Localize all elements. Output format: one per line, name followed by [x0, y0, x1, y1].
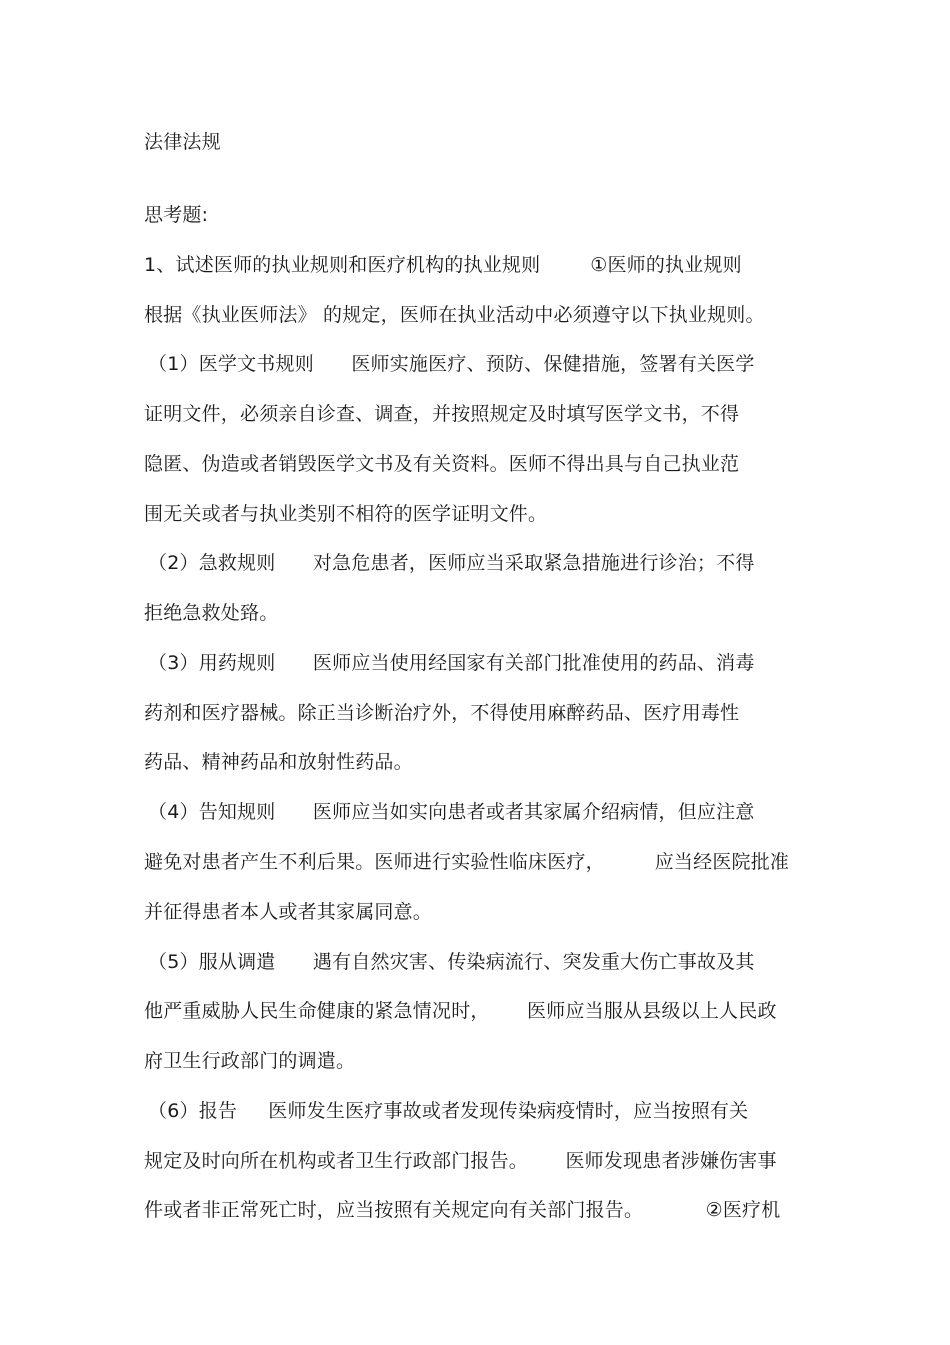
text-line: 1、试述医师的执业规则和医疗机构的执业规则 ①医师的执业规则	[144, 254, 742, 276]
text-line: （5）服从调遣 遇有自然灾害、传染病流行、突发重大伤亡事故及其	[148, 951, 755, 973]
text-line: 隐匿、伪造或者销毁医学文书及有关资料。医师不得出具与自己执业范	[144, 453, 740, 475]
text-line: （1）医学文书规则 医师实施医疗、预防、保健措施，签署有关医学	[148, 353, 755, 375]
text-line: 根据《执业医师法》 的规定，医师在执业活动中必须遵守以下执业规则。	[144, 304, 765, 326]
text-line: 证明文件，必须亲自诊查、调查，并按照规定及时填写医学文书，不得	[144, 403, 740, 425]
document-title: 法律法规	[144, 131, 221, 153]
text-line: 拒绝急救处臵。	[144, 602, 279, 624]
section-heading: 思考题:	[144, 204, 209, 226]
text-line: 并征得患者本人或者其家属同意。	[144, 901, 433, 923]
text-line: 件或者非正常死亡时，应当按照有关规定向有关部门报告。 ②医疗机	[144, 1199, 781, 1221]
text-line: （3）用药规则 医师应当使用经国家有关部门批准使用的药品、消毒	[148, 652, 755, 674]
text-line: （2）急救规则 对急危患者，医师应当采取紧急措施进行诊治；不得	[148, 552, 755, 574]
text-line: 药剂和医疗器械。除正当诊断治疗外，不得使用麻醉药品、医疗用毒性	[144, 702, 740, 724]
text-line: （4）告知规则 医师应当如实向患者或者其家属介绍病情，但应注意	[148, 801, 755, 823]
text-line: （6）报告 医师发生医疗事故或者发现传染病疫情时，应当按照有关	[148, 1100, 749, 1122]
text-line: 围无关或者与执业类别不相符的医学证明文件。	[144, 503, 548, 525]
text-line: 避免对患者产生不利后果。医师进行实验性临床医疗， 应当经医院批准	[144, 851, 790, 873]
text-line: 药品、精神药品和放射性药品。	[144, 751, 413, 773]
text-line: 他严重威胁人民生命健康的紧急情况时， 医师应当服从县级以上人民政	[144, 1000, 777, 1022]
text-line: 府卫生行政部门的调遣。	[144, 1050, 356, 1072]
text-line: 规定及时向所在机构或者卫生行政部门报告。 医师发现患者涉嫌伤害事	[144, 1150, 777, 1172]
